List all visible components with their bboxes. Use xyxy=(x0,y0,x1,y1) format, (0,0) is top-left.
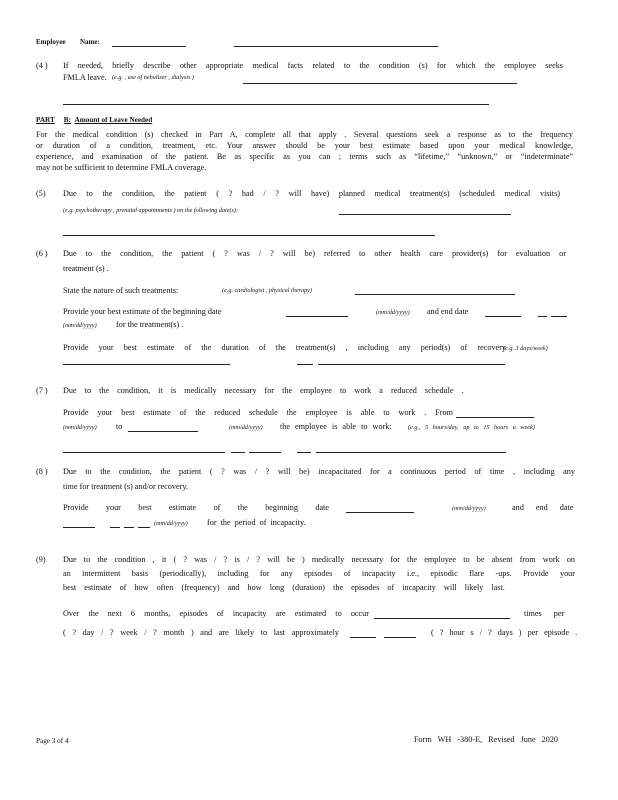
page-number: Page 3 of 4 xyxy=(36,737,69,745)
q7-to-label: to xyxy=(116,422,123,431)
part-b-intro-line2: or duration of a condition, treatment, etc. Your answer should be your best estimate based upon your medical knowledge, xyxy=(36,141,573,150)
q5-example: (e.g. psychotherapy , prenatal appointments ) on the following date(s): xyxy=(63,207,239,214)
q7-hours-line-c[interactable] xyxy=(249,452,281,453)
q5-text-line1: Due to the condition, the patient ( ? had / ? will have) planned medical treatment(s) (scheduled medical visits) xyxy=(63,189,560,198)
q7-text-line1: Due to the condition, it is medically necessary for the employee to work a reduced schedule . xyxy=(63,386,464,395)
q6-number: (6 ) xyxy=(36,249,48,258)
employee-last-name-line[interactable] xyxy=(234,46,438,47)
q8-begin-date-line[interactable] xyxy=(346,512,414,513)
q6-duration-line-b[interactable] xyxy=(297,364,313,365)
q6-state-example: (e.g. cardiologist , physical therapy) xyxy=(222,287,312,294)
q8-for-period: for the period of incapacity. xyxy=(207,518,306,527)
q7-date-format-2: (mm/dd/yyyy) xyxy=(229,424,263,431)
q6-state-label: State the nature of such treatments: xyxy=(63,286,179,295)
q9-duration-line-a[interactable] xyxy=(350,637,376,638)
q5-dates-line1[interactable] xyxy=(339,214,511,215)
q4-number: (4 ) xyxy=(36,61,48,70)
q9-units-label: ( ? day / ? week / ? month ) and are likely to last approximately xyxy=(63,628,339,637)
q7-date-format-1: (mm/dd/yyyy) xyxy=(63,424,97,431)
q6-end-date-line-c[interactable] xyxy=(551,316,567,317)
q9-frequency-line[interactable] xyxy=(374,618,510,619)
q9-frequency-label: Over the next 6 months, episodes of incapacity are estimated to occur xyxy=(63,609,369,618)
q8-text-line1: Due to the condition, the patient ( ? was / ? will be) incapacitated for a continuous period of time , including any xyxy=(63,467,575,476)
employee-first-name-line[interactable] xyxy=(112,46,186,47)
q6-begin-label: Provide your best estimate of the beginning date xyxy=(63,307,222,316)
q7-hours-line-d[interactable] xyxy=(297,452,311,453)
part-b-title: PART B: Amount of Leave Needed xyxy=(36,116,153,124)
part-b-intro-line4: may not be sufficient to determine FMLA coverage. xyxy=(36,163,207,172)
q6-duration-line-c[interactable] xyxy=(318,364,505,365)
q9-per-episode: ( ? hour s / ? days ) per episode . xyxy=(431,628,578,637)
part-b-intro-line3: experience, and examination of the patient. Be as specific as you can ; terms such as “lifetime,” “unknown,” or “indeterminate” xyxy=(36,152,573,161)
q6-date-format-1: (mm/dd/yyyy) xyxy=(376,309,410,316)
q6-end-date-line-a[interactable] xyxy=(485,316,521,317)
q9-number: (9) xyxy=(36,555,46,564)
q4-answer-line1[interactable] xyxy=(243,83,517,84)
q4-text-line2: FMLA leave. xyxy=(63,73,107,82)
q5-number: (5) xyxy=(36,189,46,198)
q6-duration-line-a[interactable] xyxy=(63,364,230,365)
name-label: Name: xyxy=(80,38,100,46)
q9-text-line2: an intermittent basis (periodically), including for any episodes of incapacity i.e., episodic flare -ups. Provide your xyxy=(63,569,575,578)
q6-end-label: and end date xyxy=(427,307,469,316)
q7-from-line[interactable] xyxy=(456,417,534,418)
q5-dates-line2[interactable] xyxy=(63,235,435,236)
employee-label: Employee xyxy=(36,38,66,46)
q7-to-line[interactable] xyxy=(128,431,198,432)
q4-example: (e.g. , use of nebulizer , dialysis ) xyxy=(112,74,194,81)
q8-end-date-line-c[interactable] xyxy=(124,527,134,528)
q6-text-line1: Due to the condition, the patient ( ? was / ? will be) referred to other health care provider(s) for evaluation or xyxy=(63,249,566,258)
q8-number: (8 ) xyxy=(36,467,48,476)
q4-answer-line2[interactable] xyxy=(63,104,489,105)
q7-example: (e.g., 5 hours/day, up to 15 hours a week) xyxy=(408,424,535,431)
q8-end-date-line-b[interactable] xyxy=(110,527,120,528)
q9-text-line1: Due to the condition , it ( ? was / ? is / ? will be ) medically necessary for the employee to be absent from work on xyxy=(63,555,575,564)
q9-duration-line-b[interactable] xyxy=(384,637,416,638)
q9-text-line3: best estimate of how often (frequency) and how long (duration) the episodes of incapacity will likely last. xyxy=(63,583,505,592)
q7-hours-line-e[interactable] xyxy=(316,452,506,453)
part-b-intro-line1: For the medical condition (s) checked in Part A, complete all that apply . Several questions seek a response as to the frequency xyxy=(36,130,573,139)
q8-begin-label: Provide your best estimate of the beginning date xyxy=(63,503,329,512)
q8-end-date-line-a[interactable] xyxy=(63,527,95,528)
q6-text-line2: treatment (s) . xyxy=(63,264,109,273)
q4-text-line1: If needed, briefly describe other appropriate medical facts related to the condition (s) for which the employee seeks xyxy=(63,61,563,70)
q9-times-per: times per xyxy=(524,609,565,618)
q7-hours-line-b[interactable] xyxy=(231,452,245,453)
q8-text-line2: time for treatment (s) and/or recovery. xyxy=(63,482,188,491)
q8-end-label: and end date xyxy=(512,503,574,512)
q8-end-date-line-d[interactable] xyxy=(138,527,150,528)
q8-date-format-1: (mm/dd/yyyy) xyxy=(452,505,486,512)
q8-date-format-2: (mm/dd/yyyy) xyxy=(154,520,188,527)
q6-end-date-line-b[interactable] xyxy=(538,316,547,317)
q7-schedule-label: Provide your best estimate of the reduced schedule the employee is able to work . From xyxy=(63,408,453,417)
q7-hours-line-a[interactable] xyxy=(63,452,225,453)
q7-number: (7 ) xyxy=(36,386,48,395)
q6-begin-date-line[interactable] xyxy=(286,316,348,317)
q7-able-label: the employee is able to work: xyxy=(280,422,392,431)
q6-duration-label: Provide your best estimate of the duration of the treatment(s) , including any period(s) of recovery xyxy=(63,343,506,352)
q6-duration-example: (e.g. 3 days/week) xyxy=(503,345,548,352)
q6-date-format-2: (mm/dd/yyyy) xyxy=(63,322,97,329)
q6-for-treatment: for the treatment(s) . xyxy=(116,320,184,329)
q6-treatment-nature-line[interactable] xyxy=(355,294,515,295)
form-id: Form WH -380-E, Revised June 2020 xyxy=(414,735,559,744)
